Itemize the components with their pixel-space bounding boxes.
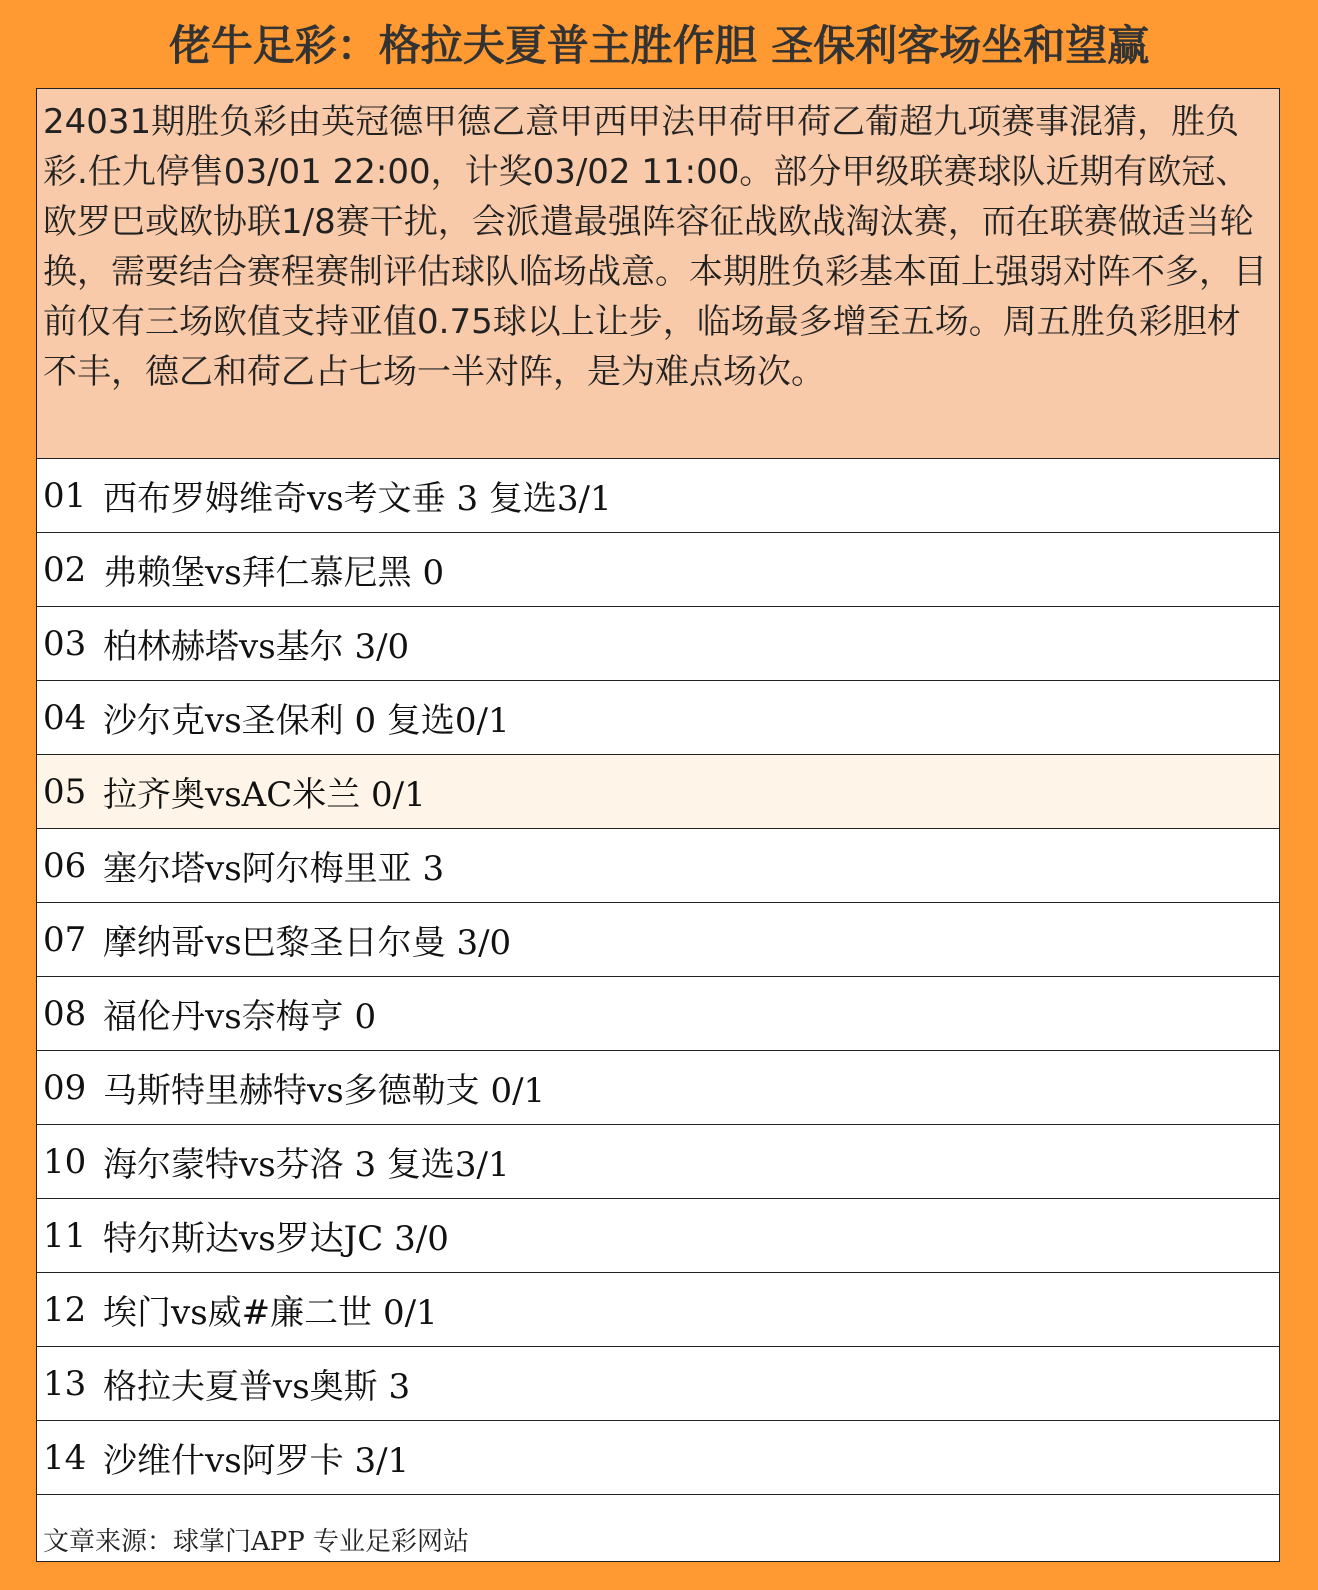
match-row	[37, 1347, 1279, 1421]
page-title: 佬牛足彩：格拉夫夏普主胜作胆 圣保利客场坐和望赢	[168, 21, 1150, 70]
match-text: 马斯特里赫特vs多德勒支 0/1	[103, 1071, 546, 1111]
match-text: 海尔蒙特vs芬洛 3 复选3/1	[103, 1145, 510, 1185]
match-number: 03	[43, 623, 87, 664]
match-row	[37, 607, 1279, 681]
match-row	[37, 1051, 1279, 1125]
article-box	[36, 88, 1280, 1562]
match-number: 11	[43, 1215, 87, 1256]
match-number: 07	[43, 919, 87, 960]
match-row	[37, 459, 1279, 533]
match-text: 沙尔克vs圣保利 0 复选0/1	[103, 701, 510, 741]
match-number: 13	[43, 1363, 87, 1404]
match-text: 柏林赫塔vs基尔 3/0	[103, 627, 410, 667]
match-number: 06	[43, 845, 87, 886]
match-number: 02	[43, 549, 87, 590]
match-text: 拉齐奥vsAC米兰 0/1	[103, 775, 426, 815]
match-row	[37, 903, 1279, 977]
match-text: 沙维什vs阿罗卡 3/1	[103, 1441, 410, 1481]
match-number: 09	[43, 1067, 87, 1108]
match-text: 西布罗姆维奇vs考文垂 3 复选3/1	[103, 479, 612, 519]
match-number: 10	[43, 1141, 87, 1182]
match-row	[37, 755, 1279, 829]
match-number: 01	[43, 475, 87, 516]
match-text: 福伦丹vs奈梅亨 0	[103, 997, 377, 1037]
match-row	[37, 1273, 1279, 1347]
match-row	[37, 1199, 1279, 1273]
match-text: 格拉夫夏普vs奥斯 3	[103, 1367, 411, 1407]
match-number: 14	[43, 1437, 87, 1478]
source-credit: 文章来源：球掌门APP 专业足彩网站	[43, 1526, 470, 1557]
match-text: 摩纳哥vs巴黎圣日尔曼 3/0	[103, 923, 512, 963]
match-row	[37, 829, 1279, 903]
match-number: 08	[43, 993, 87, 1034]
match-text: 塞尔塔vs阿尔梅里亚 3	[103, 849, 445, 889]
match-number: 05	[43, 771, 87, 812]
match-number: 04	[43, 697, 87, 738]
match-text: 特尔斯达vs罗达JC 3/0	[103, 1219, 449, 1259]
match-text: 埃门vs威#廉二世 0/1	[103, 1293, 438, 1333]
match-row	[37, 1125, 1279, 1199]
intro-paragraph: 24031期胜负彩由英冠德甲德乙意甲西甲法甲荷甲荷乙葡超九项赛事混猜，胜负彩.任九停售03/01 22:00，计奖03/02 11:00。部分甲级联赛球队近期有欧冠、欧罗巴或欧协联1/8赛干扰，会派遣最强阵容征战欧战淘汰赛，而在联赛做适当轮换，需要结合赛程赛制评估球队临场战意。本期胜负彩基本面上强弱对阵不多，目前仅有三场欧值支持亚值0.75球以上让步，临场最多增至五场。周五胜负彩胆材不丰，德乙和荷乙占七场一半对阵，是为难点场次。	[37, 89, 1279, 459]
match-number: 12	[43, 1289, 87, 1330]
match-row	[37, 681, 1279, 755]
match-text: 弗赖堡vs拜仁慕尼黑 0	[103, 553, 445, 593]
match-row	[37, 533, 1279, 607]
match-row	[37, 977, 1279, 1051]
match-row	[37, 1421, 1279, 1495]
match-list	[37, 459, 1279, 1495]
